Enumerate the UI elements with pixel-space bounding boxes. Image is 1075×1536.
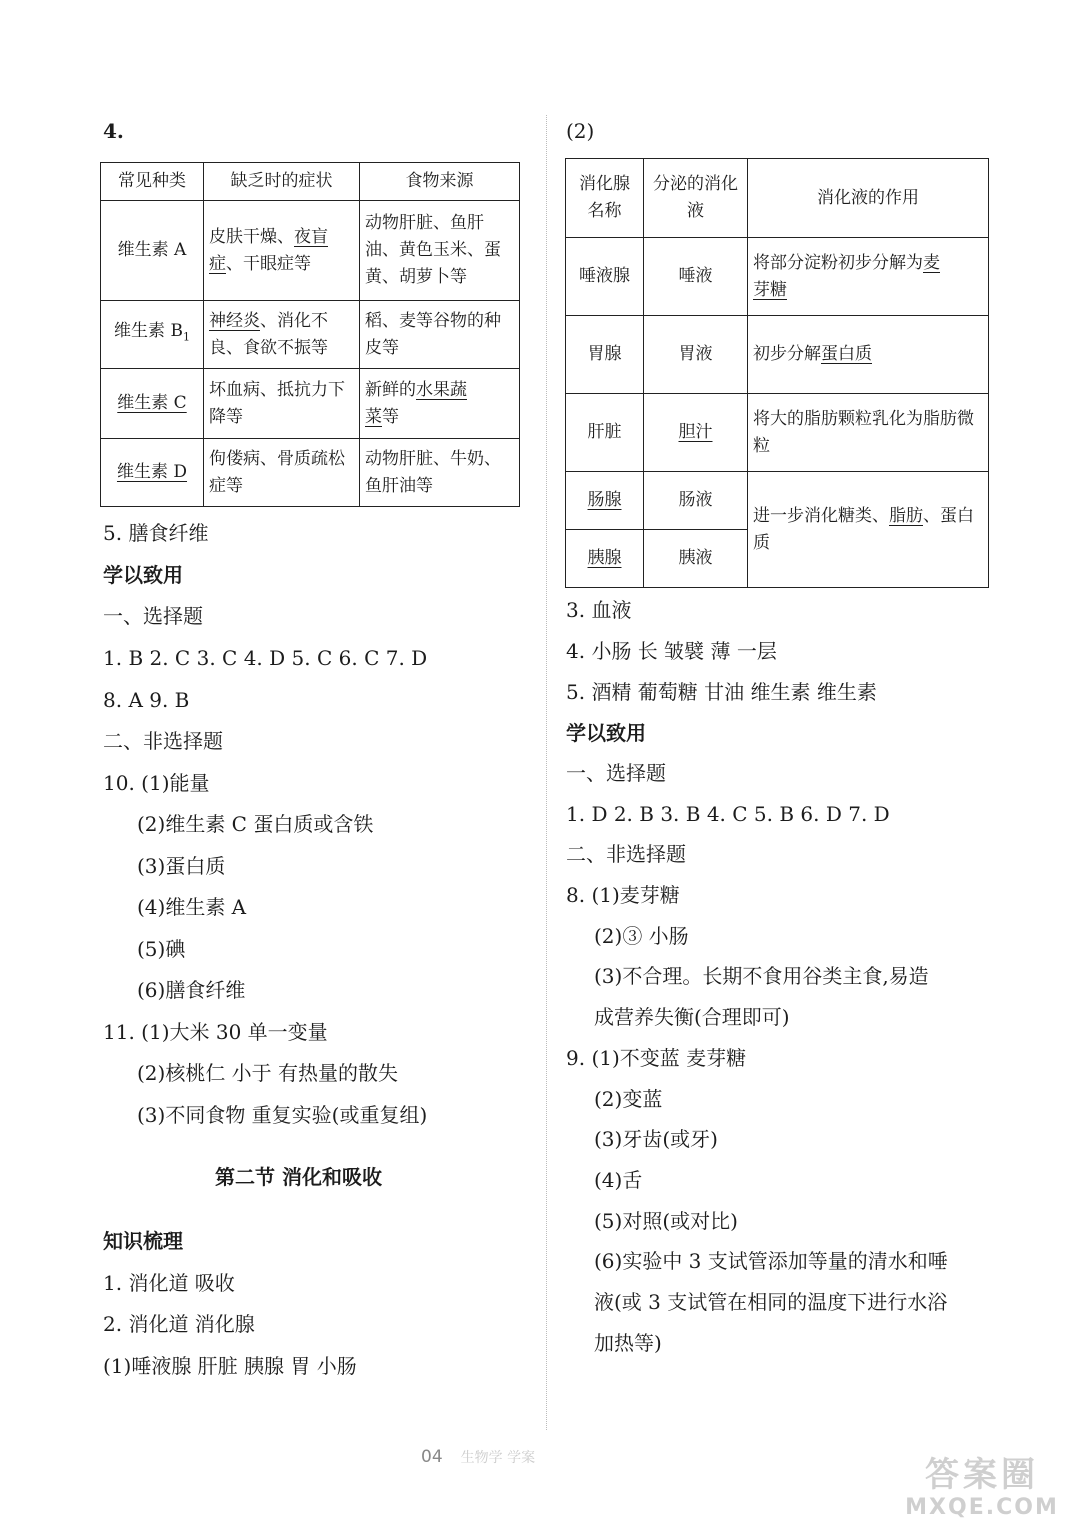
answer-line: 1. B 2. C 3. C 4. D 5. C 6. C 7. D: [103, 646, 428, 670]
answer-line: (5)对照(或对比): [594, 1209, 738, 1233]
digestion-juice: [644, 394, 748, 472]
book-title: 生物学 学案: [460, 1450, 536, 1466]
answer-blank: 菜: [365, 406, 382, 427]
answer-line: (3)不合理。长期不食用谷类主食,易造: [594, 964, 929, 988]
digestion-gland: [566, 472, 644, 530]
vitamin-header-type: 常见种类: [101, 163, 204, 201]
vitamin-food: 动物肝脏、牛奶、鱼肝油等: [360, 439, 520, 507]
vitamin-row: [101, 439, 520, 507]
page-footer: [421, 1447, 535, 1467]
digestion-table: [565, 158, 989, 588]
vitamin-symptom: 皮肤干燥、夜盲 症、干眼症等: [204, 201, 360, 301]
answer-blank: 维生素 C: [117, 393, 187, 413]
answer-line: (3)牙齿(或牙): [594, 1127, 718, 1151]
vitamin-row: [101, 301, 520, 369]
answer-blank: 蛋白质: [821, 344, 872, 364]
section-heading: 学以致用: [103, 563, 183, 587]
digestion-gland: 唾液腺: [566, 238, 644, 316]
digestion-header-juice: 分泌的消化液: [644, 159, 748, 238]
answer-line: 3. 血液: [566, 598, 632, 622]
answer-line: 2. 消化道 消化腺: [103, 1312, 255, 1336]
answer-line: (3)蛋白质: [137, 854, 226, 878]
answer-line: 4. 小肠 长 皱襞 薄 一层: [566, 639, 777, 663]
vitamin-symptom: 坏血病、抵抗力下降等: [204, 369, 360, 439]
answer-line: (3)不同食物 重复实验(或重复组): [137, 1103, 428, 1127]
digestion-gland: 肝脏: [566, 394, 644, 472]
digestion-row: [566, 238, 989, 316]
answer-line: 11. (1)大米 30 单一变量: [103, 1020, 328, 1044]
answer-line: (4)舌: [594, 1168, 643, 1192]
answer-line: (4)维生素 A: [137, 895, 247, 919]
answer-blank: 胆汁: [678, 422, 713, 442]
vitamin-type: 维生素 A: [101, 201, 204, 301]
digestion-gland: 胃腺: [566, 316, 644, 394]
answer-line: (2)③ 小肠: [594, 924, 689, 948]
digestion-row: [566, 472, 989, 530]
vitamin-header-food: 食物来源: [360, 163, 520, 201]
vitamin-symptom: 神经炎、消化不良、食欲不振等: [204, 301, 360, 369]
answer-blank: 维生素 D: [116, 462, 188, 482]
digestion-row: [566, 316, 989, 394]
digestion-gland: [566, 530, 644, 588]
vitamin-symptom: 佝偻病、骨质疏松症等: [204, 439, 360, 507]
vitamin-food: 新鲜的水果蔬 菜等: [360, 369, 520, 439]
vitamin-header-symptom: 缺乏时的症状: [204, 163, 360, 201]
answer-blank: 夜盲: [294, 226, 328, 247]
section-heading: 知识梳理: [103, 1229, 183, 1253]
digestion-role: 进一步消化糖类、脂肪、蛋白质: [748, 472, 989, 588]
answer-line: (2)维生素 C 蛋白质或含铁: [137, 812, 374, 836]
digestion-juice: 胃液: [644, 316, 748, 394]
column-divider: [546, 115, 547, 1430]
digestion-role: 将部分淀粉初步分解为麦 芽糖: [748, 238, 989, 316]
answer-line: (5)碘: [137, 937, 186, 961]
answer-line: 8. A 9. B: [103, 688, 190, 712]
section-title: 第二节 消化和吸收: [215, 1165, 382, 1189]
answer-line: 加热等): [594, 1331, 662, 1355]
vitamin-food: 动物肝脏、鱼肝油、黄色玉米、蛋黄、胡萝卜等: [360, 201, 520, 301]
digestion-header-gland: 消化腺名称: [566, 159, 644, 238]
vitamin-type: [101, 439, 204, 507]
answer-line: 5. 酒精 葡萄糖 甘油 维生素 维生素: [566, 680, 877, 704]
answer-blank: 症: [209, 253, 226, 274]
vitamin-table: [100, 162, 520, 507]
digestion-role: 将大的脂肪颗粒乳化为脂肪微粒: [748, 394, 989, 472]
section-heading: 学以致用: [566, 721, 646, 745]
answer-blank: 脂肪: [889, 505, 923, 526]
subsection-heading: 二、非选择题: [103, 729, 223, 753]
subsection-heading: 一、选择题: [103, 604, 203, 628]
answer-line: (6)膳食纤维: [137, 978, 246, 1002]
answer-blank: 神经炎: [209, 310, 260, 331]
vitamin-type: [101, 369, 204, 439]
answer-line: (2)核桃仁 小于 有热量的散失: [137, 1061, 399, 1085]
answer-blank: 芽糖: [753, 279, 787, 300]
answer-line: 9. (1)不变蓝 麦芽糖: [566, 1046, 747, 1070]
q2-label: (2): [566, 119, 595, 143]
answer-blank: 麦: [923, 252, 940, 273]
answer-blank: 胰腺: [587, 548, 622, 568]
vitamin-row: [101, 369, 520, 439]
answer-blank: 水果蔬: [416, 379, 467, 400]
answer-line: 10. (1)能量: [103, 771, 210, 795]
digestion-row: [566, 394, 989, 472]
answer-line: 5. 膳食纤维: [103, 521, 209, 545]
subsection-heading: 二、非选择题: [566, 842, 686, 866]
subsection-heading: 一、选择题: [566, 761, 666, 785]
answer-line: 1. 消化道 吸收: [103, 1271, 235, 1295]
digestion-juice: 肠液: [644, 472, 748, 530]
watermark-logo: 答案圈 MXQE.COM: [905, 1455, 1059, 1520]
answer-line: 8. (1)麦芽糖: [566, 883, 680, 907]
answer-line: 成营养失衡(合理即可): [594, 1005, 790, 1029]
vitamin-type: 维生素 $B_1$: [101, 301, 204, 369]
answer-line: (2)变蓝: [594, 1087, 663, 1111]
answer-line: (1)唾液腺 肝脏 胰腺 胃 小肠: [103, 1354, 357, 1378]
digestion-juice: 胰液: [644, 530, 748, 588]
vitamin-food: 稻、麦等谷物的种皮等: [360, 301, 520, 369]
page-number: 04: [421, 1447, 443, 1467]
answer-line: (6)实验中 3 支试管添加等量的清水和唾: [594, 1249, 948, 1273]
answer-line: 液(或 3 支试管在相同的温度下进行水浴: [594, 1290, 948, 1314]
digestion-juice: 唾液: [644, 238, 748, 316]
digestion-role: 初步分解蛋白质: [748, 316, 989, 394]
q4-label: 4.: [103, 119, 124, 143]
vitamin-row: [101, 201, 520, 301]
answer-blank: 肠腺: [587, 490, 622, 510]
digestion-header-role: 消化液的作用: [748, 159, 989, 238]
answer-line: 1. D 2. B 3. B 4. C 5. B 6. D 7. D: [566, 802, 890, 826]
